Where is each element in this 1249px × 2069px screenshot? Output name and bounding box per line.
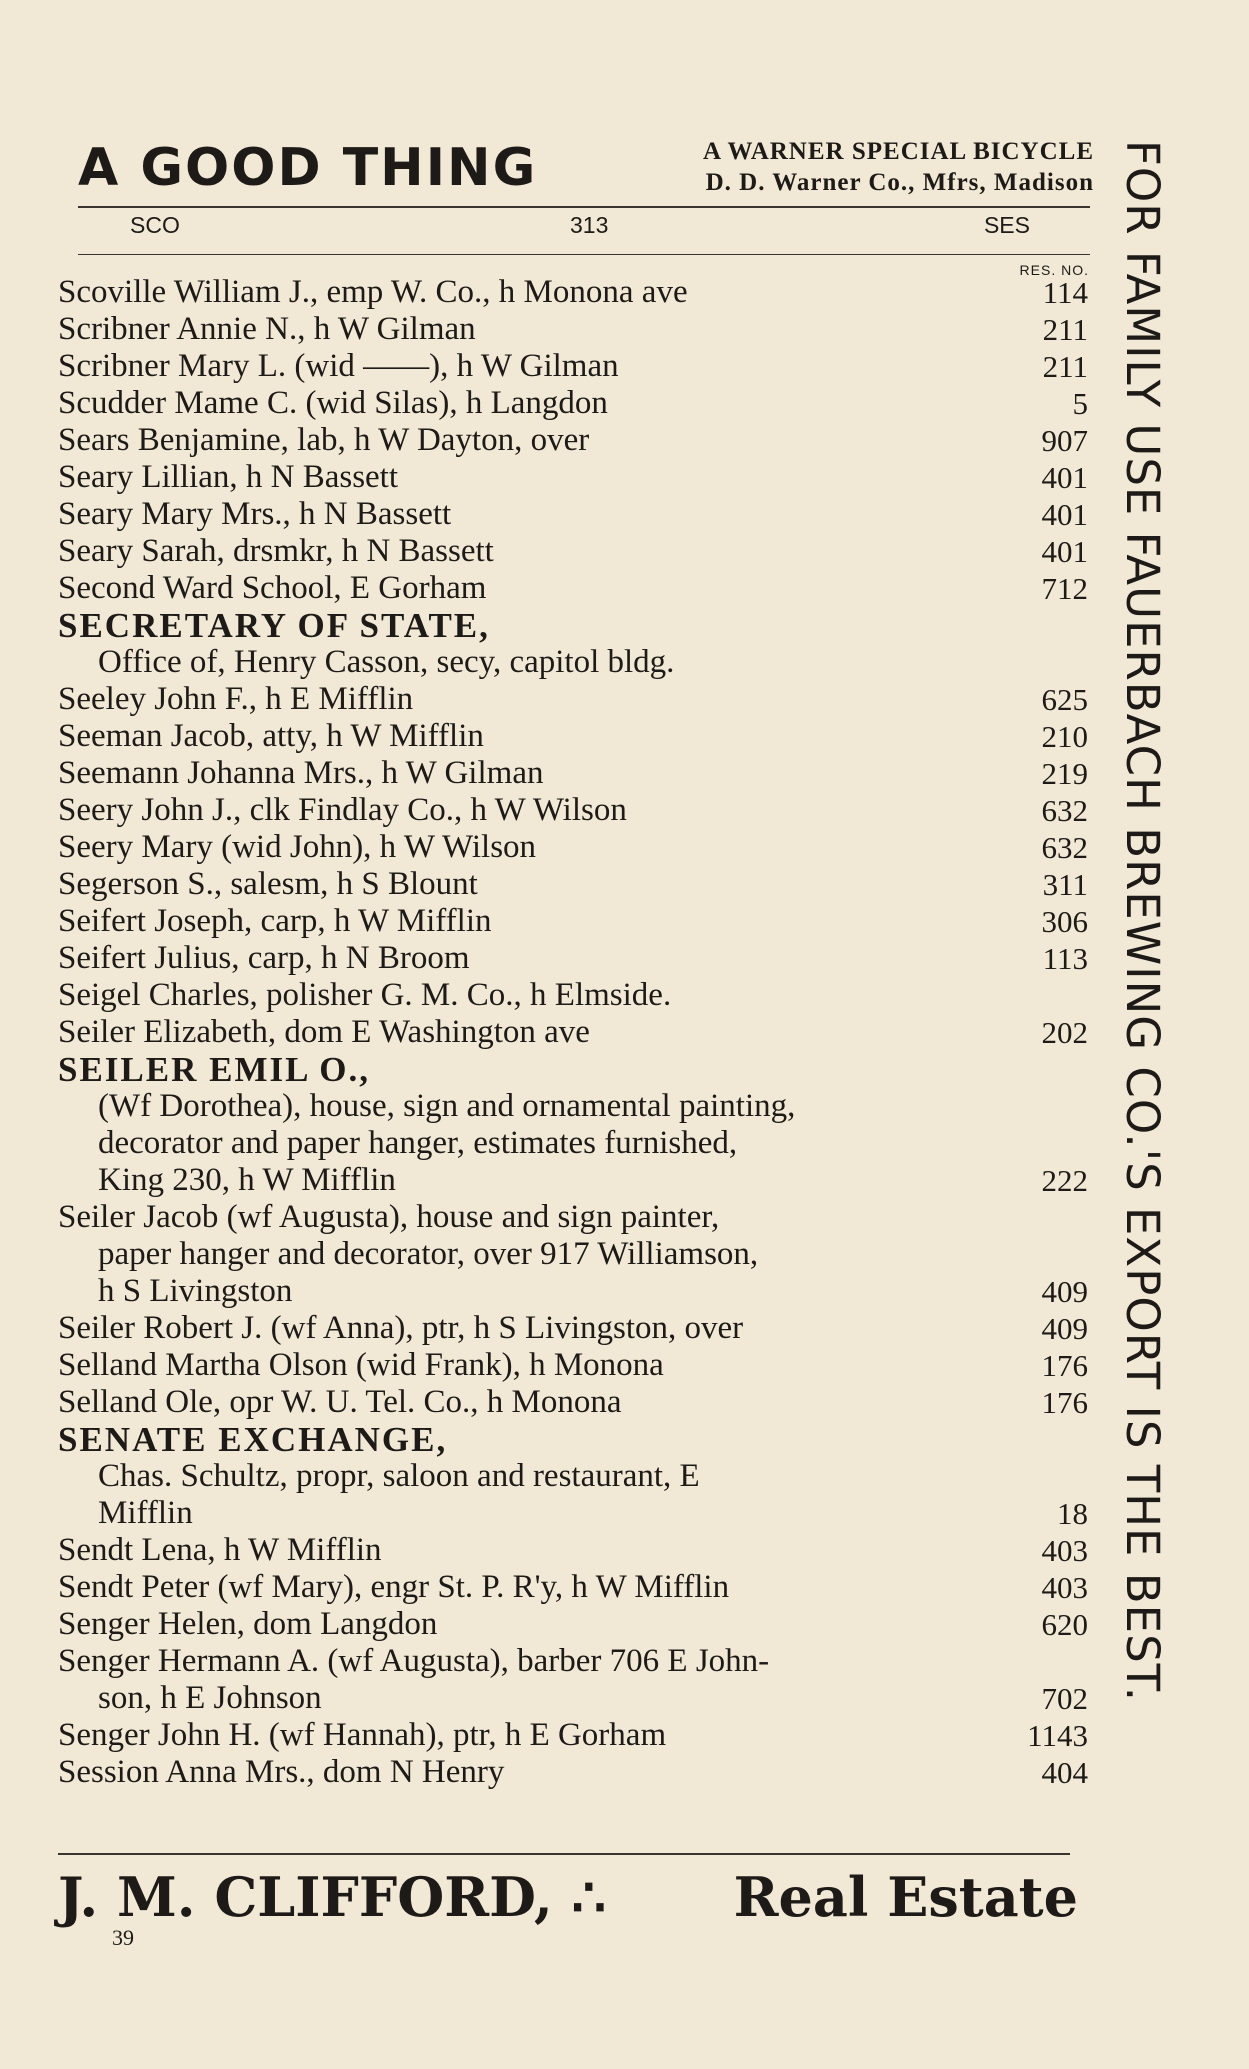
vertical-advertisement: FOR FAMILY USE FAUERBACH BREWING CO.'S EXPORT IS THE BEST. <box>1116 140 1169 1703</box>
entry-text: Segerson S., salesm, h S Blount <box>58 866 478 902</box>
listing-entry <box>58 792 1088 829</box>
listing-entry <box>58 385 1088 422</box>
listing-entry <box>58 1199 1088 1236</box>
residence-number: 401 <box>1041 497 1088 532</box>
residence-number: 702 <box>1041 1681 1088 1716</box>
page-number: 39 <box>112 1925 134 1950</box>
entry-text: Seiler Jacob (wf Augusta), house and sign painter, <box>58 1199 720 1235</box>
entry-text: decorator and paper hanger, estimates furnished, <box>98 1125 738 1161</box>
listing-heading <box>58 1421 1088 1458</box>
footer-name: J. M. CLIFFORD, ∴ <box>58 1865 606 1929</box>
entry-text: Seary Sarah, drsmkr, h N Bassett <box>58 533 494 569</box>
entry-text: SEILER EMIL O., <box>58 1050 371 1089</box>
entry-text: Seary Mary Mrs., h N Bassett <box>58 496 452 532</box>
residence-number: 907 <box>1041 423 1088 458</box>
entry-text: paper hanger and decorator, over 917 Williamson, <box>98 1236 759 1272</box>
entry-text: Scoville William J., emp W. Co., h Monona ave <box>58 274 688 310</box>
banner-line-2: D. D. Warner Co., Mfrs, Madison <box>705 169 1094 196</box>
residence-number: 620 <box>1041 1607 1088 1642</box>
listing-entry <box>58 1088 1088 1125</box>
residence-number: 401 <box>1041 534 1088 569</box>
column-header-res-no: RES. NO. <box>1019 262 1089 278</box>
entry-text: Seery Mary (wid John), h W Wilson <box>58 829 537 865</box>
entry-text: Scribner Mary L. (wid ——), h W Gilman <box>58 348 619 384</box>
listing-entry <box>58 1384 1088 1421</box>
running-head-right: SES <box>983 212 1030 238</box>
listing-heading <box>58 1051 1088 1088</box>
listing-entry <box>58 903 1088 940</box>
listing-entry <box>58 422 1088 459</box>
entry-text: Seeley John F., h E Mifflin <box>58 681 414 717</box>
residence-number: 306 <box>1041 904 1088 939</box>
residence-number: 409 <box>1041 1311 1088 1346</box>
listing-entry <box>58 644 1088 681</box>
listing-entry <box>58 977 1088 1014</box>
entry-text: Sears Benjamine, lab, h W Dayton, over <box>58 422 590 458</box>
entry-text: Senger Hermann A. (wf Augusta), barber 706 E John- <box>58 1643 770 1679</box>
listing-entry <box>58 1162 1088 1199</box>
listing-entry <box>58 570 1088 607</box>
residence-number: 1143 <box>1027 1718 1088 1753</box>
listing-entry <box>58 1532 1088 1569</box>
residence-number: 202 <box>1041 1015 1088 1050</box>
residence-number: 401 <box>1041 460 1088 495</box>
listing-heading <box>58 607 1088 644</box>
footer-rule <box>58 1853 1070 1855</box>
entry-text: SENATE EXCHANGE, <box>58 1420 448 1459</box>
entry-text: Mifflin <box>98 1495 193 1531</box>
residence-number: 712 <box>1041 571 1088 606</box>
listing-entry <box>58 1458 1088 1495</box>
listing-entry <box>58 496 1088 533</box>
entry-text: Seifert Julius, carp, h N Broom <box>58 940 470 976</box>
running-head <box>130 212 1030 242</box>
entry-text: Scudder Mame C. (wid Silas), h Langdon <box>58 385 608 421</box>
residence-number: 113 <box>1042 941 1088 976</box>
residence-number: 222 <box>1041 1163 1088 1198</box>
listing-entry <box>58 459 1088 496</box>
entry-text: son, h E Johnson <box>98 1680 322 1716</box>
entry-text: Seary Lillian, h N Bassett <box>58 459 399 495</box>
entry-text: Office of, Henry Casson, secy, capitol bldg. <box>98 644 675 680</box>
listing-entry <box>58 311 1088 348</box>
residence-number: 211 <box>1042 312 1088 347</box>
residence-number: 632 <box>1041 793 1088 828</box>
residence-number: 211 <box>1042 349 1088 384</box>
listing-entry <box>58 1606 1088 1643</box>
listing-entry <box>58 348 1088 385</box>
entry-text: Seery John J., clk Findlay Co., h W Wilson <box>58 792 627 828</box>
entry-text: Senger John H. (wf Hannah), ptr, h E Gorham <box>58 1717 667 1753</box>
entry-text: (Wf Dorothea), house, sign and ornamental painting, <box>98 1088 796 1124</box>
listing-entry <box>58 940 1088 977</box>
residence-number: 176 <box>1041 1348 1088 1383</box>
listing-entry <box>58 1680 1088 1717</box>
entry-text: Selland Martha Olson (wid Frank), h Monona <box>58 1347 664 1383</box>
entry-text: Seifert Joseph, carp, h W Mifflin <box>58 903 492 939</box>
entry-text: Seiler Robert J. (wf Anna), ptr, h S Livingston, over <box>58 1310 744 1346</box>
banner-subtext <box>703 136 1094 198</box>
entry-text: Sendt Lena, h W Mifflin <box>58 1532 382 1568</box>
top-rule <box>78 206 1090 208</box>
residence-number: 409 <box>1041 1274 1088 1309</box>
listing-entry <box>58 274 1088 311</box>
footer-business: Real Estate <box>733 1865 1078 1929</box>
residence-number: 403 <box>1041 1533 1088 1568</box>
entry-text: Seemann Johanna Mrs., h W Gilman <box>58 755 544 791</box>
page-folio: 313 <box>570 212 609 238</box>
listing-entry <box>58 1569 1088 1606</box>
residence-number: 210 <box>1041 719 1088 754</box>
listing-entry <box>58 718 1088 755</box>
entry-text: King 230, h W Mifflin <box>98 1162 396 1198</box>
banner-title: A GOOD THING <box>78 138 538 198</box>
listing-entry <box>58 1495 1088 1532</box>
residence-number: 311 <box>1042 867 1088 902</box>
top-advertisement <box>78 128 1094 208</box>
entry-text: Selland Ole, opr W. U. Tel. Co., h Monona <box>58 1384 622 1420</box>
residence-number: 176 <box>1041 1385 1088 1420</box>
running-head-left: SCO <box>130 212 180 238</box>
residence-number: 632 <box>1041 830 1088 865</box>
listing-entry <box>58 1347 1088 1384</box>
residence-number: 5 <box>1072 386 1088 421</box>
listing-entry <box>58 533 1088 570</box>
header-rule <box>78 254 1090 255</box>
entry-text: Sendt Peter (wf Mary), engr St. P. R'y, h W Mifflin <box>58 1569 730 1605</box>
entry-text: Second Ward School, E Gorham <box>58 570 487 606</box>
entry-text: h S Livingston <box>98 1273 293 1309</box>
entry-text: Seeman Jacob, atty, h W Mifflin <box>58 718 484 754</box>
entry-text: Session Anna Mrs., dom N Henry <box>58 1754 505 1790</box>
entry-text: SECRETARY OF STATE, <box>58 606 490 645</box>
listing-entry <box>58 1125 1088 1162</box>
listing-entry <box>58 1236 1088 1273</box>
listing-entry <box>58 1273 1088 1310</box>
listing-entry <box>58 1754 1088 1791</box>
residence-number: 403 <box>1041 1570 1088 1605</box>
directory-listings <box>58 274 1088 1791</box>
residence-number: 625 <box>1041 682 1088 717</box>
residence-number: 18 <box>1057 1496 1088 1531</box>
listing-entry <box>58 1014 1088 1051</box>
bottom-advertisement <box>58 1862 1078 1932</box>
listing-entry <box>58 1310 1088 1347</box>
listing-entry <box>58 1643 1088 1680</box>
entry-text: Chas. Schultz, propr, saloon and restaurant, E <box>98 1458 700 1494</box>
entry-text: Seigel Charles, polisher G. M. Co., h Elmside. <box>58 977 672 1013</box>
banner-line-1: A WARNER SPECIAL BICYCLE <box>703 138 1094 165</box>
listing-entry <box>58 755 1088 792</box>
listing-entry <box>58 866 1088 903</box>
listing-entry <box>58 1717 1088 1754</box>
entry-text: Senger Helen, dom Langdon <box>58 1606 438 1642</box>
entry-text: Scribner Annie N., h W Gilman <box>58 311 476 347</box>
residence-number: 114 <box>1042 275 1088 310</box>
residence-number: 404 <box>1041 1755 1088 1790</box>
listing-entry <box>58 681 1088 718</box>
listing-entry <box>58 829 1088 866</box>
entry-text: Seiler Elizabeth, dom E Washington ave <box>58 1014 590 1050</box>
residence-number: 219 <box>1041 756 1088 791</box>
